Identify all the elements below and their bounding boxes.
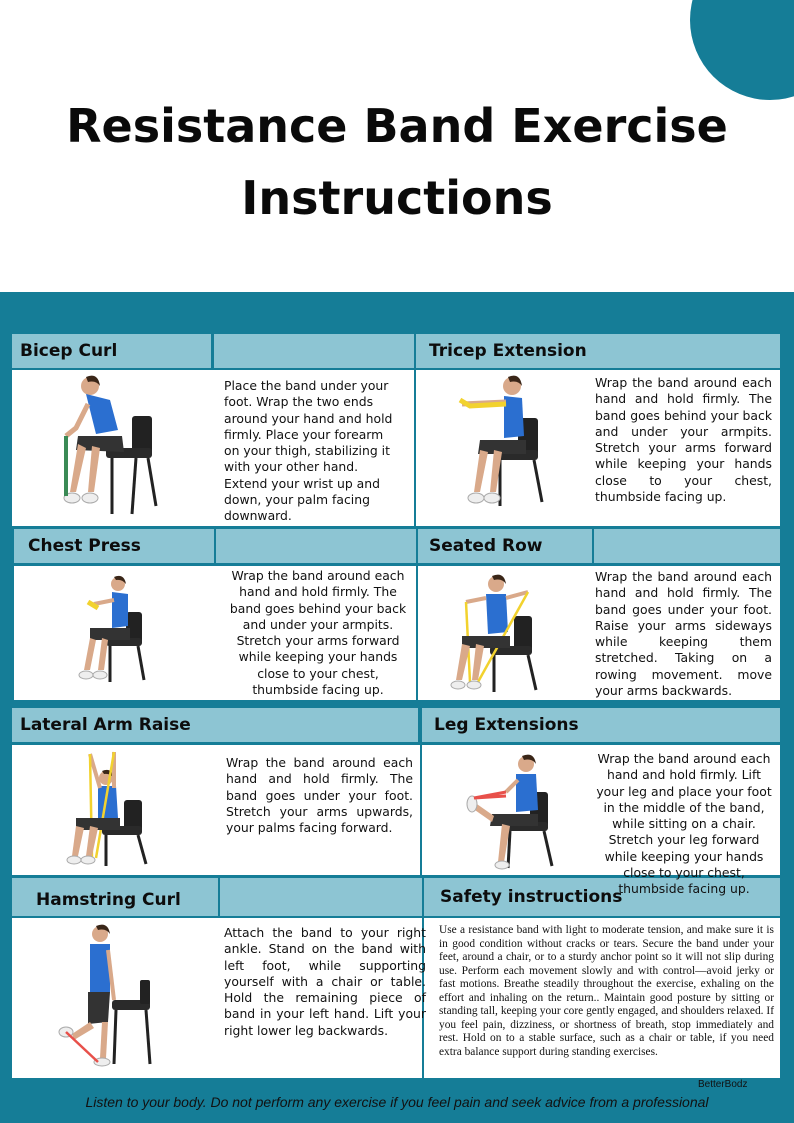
seated-row-text: Wrap the band around each hand and hold firmly. The band goes under your foot. Raise your arms sideways while keeping them stretched. Taking on a rowing movement. move your arms backwards. [595,569,772,699]
header-seated-row: Seated Row [418,529,592,563]
seated-row-figure [448,572,544,696]
tricep-extension-figure [450,374,550,514]
chest-press-figure [70,572,150,688]
corner-decoration [690,0,794,100]
header-blank [220,878,422,916]
header-blank [594,529,780,563]
title-line-2: Instructions [241,171,553,225]
hamstring-curl-text: Attach the band to your right ankle. Stand on the band with left foot, while supporting yourself with a chair or table. Hold the remaining piece of band in your left hand. Lift your right lower leg backwards. [224,925,426,1038]
header-blank [216,529,416,563]
hamstring-curl-figure [52,922,156,1070]
header-leg-extensions: Leg Extensions [422,708,780,742]
lateral-arm-raise-text: Wrap the band around each hand and hold firmly. The band goes under your foot. Stretch your arms upwards, your palms facing forward. [226,755,413,836]
header-chest-press: Chest Press [14,529,214,563]
footer-disclaimer: Listen to your body. Do not perform any exercise if you feel pain and seek advice from a professional [85,1094,709,1110]
leg-extensions-figure [462,752,558,872]
header-lateral-arm-raise: Lateral Arm Raise [12,708,418,742]
page-title [0,90,794,234]
brand-label: BetterBodz [698,1079,748,1090]
header-hamstring-curl: Hamstring Curl [12,878,218,916]
header-bicep-curl: Bicep Curl [12,334,211,368]
safety-instructions-text: Use a resistance band with light to moderate tension, and make sure it is in good condition without cracks or tears. Secure the band under your feet, around a chair, or to a sturdy anchor point so it will not slip during use. Perform each movement slowly and with control—avoid jerky or fast motions. Breathe steadily throughout the exercise, exhaling on the effort and inhaling on the return.. Maintain good posture by sitting or standing tall, keeping your core gently engaged, and shoulders relaxed. If you feel pain, dizziness, or shortness of breath, stop immediately and rest. Hold on to a stable surface, such as a chair or table, if you need extra balance support during standing exercises. [439,924,774,1058]
bicep-curl-figure [52,374,164,520]
chest-press-text: Wrap the band around each hand and hold firmly. The band goes behind your back and under your armpits. Stretch your arms forward while keeping your hands close to your chest, thumbside facing up. [229,568,407,698]
header-blank [214,334,414,368]
tricep-extension-text: Wrap the band around each hand and hold firmly. The band goes behind your back and under your armpits. Stretch your arms forward while keeping your hands close to your chest, thumbside facing up. [595,375,772,505]
bicep-curl-text: Place the band under your foot. Wrap the two ends around your hand and hold firmly. Place your forearm on your thigh, stabilizing it with your other hand. Extend your wrist up and down, your palm facing downward. [224,378,393,524]
lateral-arm-raise-figure [62,748,152,870]
header-tricep-extension: Tricep Extension [416,334,780,368]
leg-extensions-text: Wrap the band around each hand and hold firmly. Lift your leg and place your foot in the middle of the band, while sitting on a chair. Stretch your leg forward while keeping your hands close to your chest, thumbside facing up. [596,751,772,897]
header-safety-instructions: Safety instructions [424,878,780,916]
title-line-1: Resistance Band Exercise [66,99,728,153]
